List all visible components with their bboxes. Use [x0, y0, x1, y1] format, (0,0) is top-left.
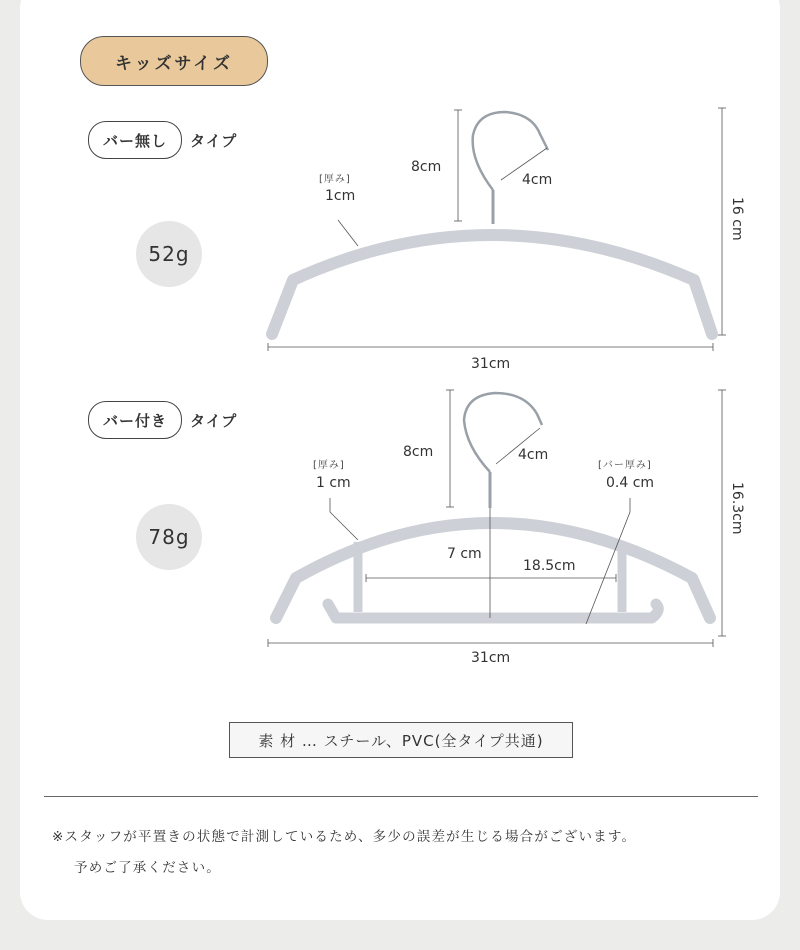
type2-bar-thickness: 0.4 cm — [606, 475, 655, 491]
type1-suffix: タイプ — [190, 131, 238, 150]
type2-total-height: 16.3cm — [729, 482, 745, 535]
type1-total-height: 16 cm — [729, 197, 745, 241]
type2-hanger-illustration — [276, 393, 710, 618]
type2-heading — [88, 401, 237, 439]
section-title: キッズサイズ — [80, 36, 268, 86]
type2-weight: 78g — [136, 504, 202, 570]
type2-bar-tag: [バー厚み] — [598, 460, 652, 471]
type1-name: バー無し — [88, 121, 182, 159]
type1-weight: 52g — [136, 221, 202, 287]
type1-thickness: 1cm — [325, 188, 356, 204]
divider — [44, 796, 758, 797]
type2-name: バー付き — [88, 401, 182, 439]
type2-thickness: 1 cm — [316, 475, 351, 491]
type2-thickness-tag: [厚み] — [313, 460, 345, 471]
type1-hanger-illustration — [272, 112, 712, 334]
type2-inner-height: 7 cm — [447, 546, 482, 562]
note-line-2: 予めご了承ください。 — [74, 860, 221, 876]
type2-hook-height: 8cm — [403, 444, 434, 460]
type1-hook-height: 8cm — [411, 159, 442, 175]
type2-width: 31cm — [471, 650, 511, 666]
type1-hook-width: 4cm — [522, 172, 553, 188]
type1-width: 31cm — [471, 356, 511, 372]
material-box: 素 材 … スチール、PVC(全タイプ共通) — [229, 722, 573, 758]
note-line-1: ※スタッフが平置きの状態で計測しているため、多少の誤差が生じる場合がございます。 — [52, 829, 637, 845]
measurement-note — [52, 822, 636, 884]
type2-hook-width: 4cm — [518, 447, 549, 463]
type2-suffix: タイプ — [190, 411, 238, 430]
type1-thickness-tag: [厚み] — [319, 174, 351, 185]
type2-bar-width: 18.5cm — [523, 558, 576, 574]
